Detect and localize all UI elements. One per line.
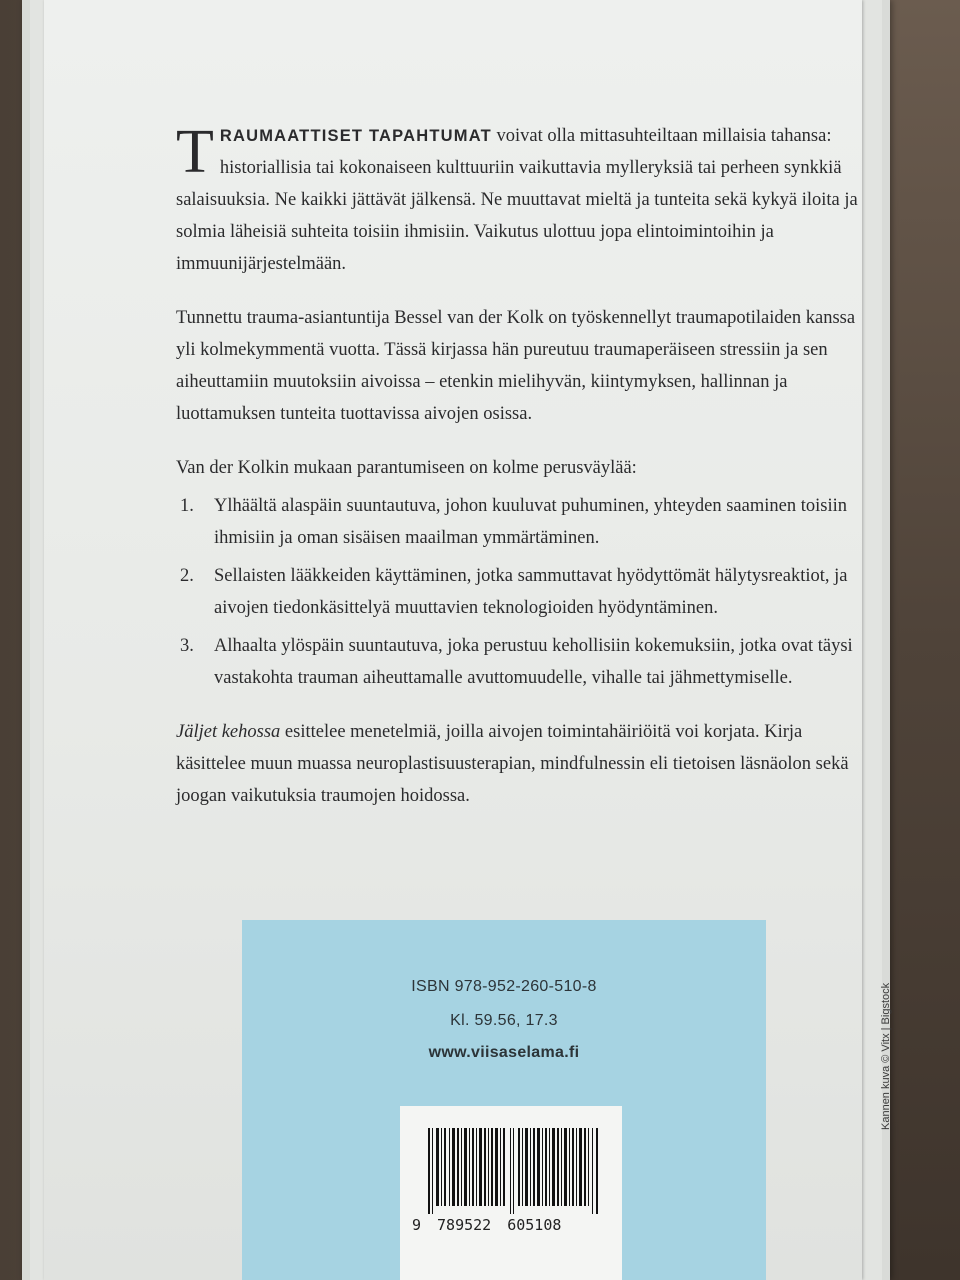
paths-intro: Van der Kolkin mukaan parantumiseen on kolme perusväylää: — [176, 458, 637, 478]
intro-text: voivat olla mittasuhteiltaan millaisia tahansa: historiallisia tai kokonaiseen kulttuuriin vaikuttavia mylleryksiä tai perheen synkkiä salaisuuksia. Ne kaikki jättävät jälkensä. Ne muuttavat mieltä ja tunteita sekä kykyä iloita ja solmia läheisiä suhteita toisiin ihmisiin. Vaikutus ulottuu jopa elintoimintoihin ja immuunijärjestelmään. — [176, 126, 858, 274]
blurb-text-column — [176, 120, 866, 812]
barcode-digit-group-2: 605108 — [507, 1216, 562, 1234]
path-text: Alhaalta ylöspäin suuntautuva, joka perustuu kehollisiin kokemuksiin, jotka ovat täysi vastakohta trauman aiheuttamalle avuttomuudelle, vihalle tai jähmettymiselle. — [214, 636, 853, 688]
path-number: 2. — [180, 566, 194, 586]
author-paragraph: Tunnettu trauma-asiantuntija Bessel van der Kolk on työskennellyt traumapotilaiden kanssa yli kolmekymmentä vuotta. Tässä kirjassa hän pureutuu traumaperäiseen stressiin ja sen aiheuttamiin muutoksiin aivoissa – etenkin mielihyvän, kiintymyksen, hallinnan ja luottamuksen tunteita tuottavissa aivojen osissa. — [176, 308, 856, 424]
drop-cap: T — [176, 118, 214, 186]
barcode-digit-group-1: 789522 — [437, 1216, 492, 1234]
summary-text: esittelee menetelmiä, joilla aivojen toimintahäiriöitä voi korjata. Kirja käsittelee muun muassa neuroplastisuusterapian, mindfulnessin eli tietoisen läsnäolon sekä joogan vaikutuksia traumojen hoidossa. — [176, 722, 849, 806]
paths-list — [176, 490, 866, 694]
publisher-url: www.viisaselama.fi — [428, 1044, 580, 1061]
isbn-text: ISBN 978-952-260-510-8 — [411, 978, 597, 995]
summary-paragraph — [176, 716, 866, 812]
path-text: Ylhäältä alaspäin suuntautuva, johon kuuluvat puhuminen, yhteyden saaminen toisiin ihmisiin ja oman sisäisen maailman ymmärtäminen. — [214, 496, 847, 548]
barcode-icon — [428, 1128, 600, 1214]
barcode-panel — [400, 1106, 622, 1280]
classification-text: Kl. 59.56, 17.3 — [450, 1012, 558, 1029]
isbn-info-box — [242, 920, 766, 1280]
cover-image-credit: Kannen kuva © Vitx | Bigstock — [880, 982, 892, 1130]
book-title-italic: Jäljet kehossa — [176, 722, 281, 742]
path-item-3 — [176, 630, 866, 694]
path-text: Sellaisten lääkkeiden käyttäminen, jotka sammuttavat hyödyttömät hälytysreaktiot, ja aivojen tiedonkäsittelyä muuttavien teknologioiden hyödyntäminen. — [214, 566, 848, 618]
barcode-digit-prefix: 9 — [412, 1216, 422, 1234]
path-item-1 — [176, 490, 866, 554]
path-number: 1. — [180, 496, 194, 516]
intro-paragraph — [176, 120, 866, 280]
path-item-2 — [176, 560, 866, 624]
path-number: 3. — [180, 636, 194, 656]
intro-smallcaps: RAUMAATTISET TAPAHTUMAT — [219, 127, 492, 145]
barcode-digits — [412, 1216, 612, 1234]
